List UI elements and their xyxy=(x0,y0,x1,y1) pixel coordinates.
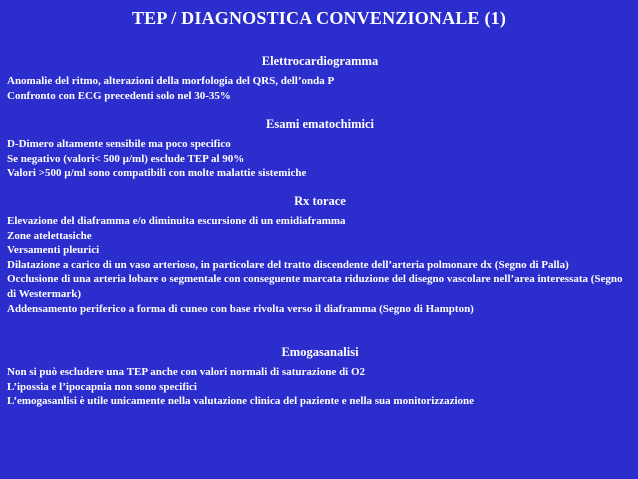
blood-tests-line-3: Valori >500 µ/ml sono compatibili con molte malattie sistemiche xyxy=(7,167,307,180)
blood-tests-line-2: Se negativo (valori< 500 µ/ml) esclude TEP al 90% xyxy=(7,152,245,165)
section-chest-xray xyxy=(7,194,633,316)
blood-gas-line-3: L’emogasanlisi è utile unicamente nella valutazione clinica del paziente e nella sua monitorizzazione xyxy=(7,395,475,408)
section-ecg xyxy=(7,54,633,103)
section-heading-blood-tests: Esami ematochimici xyxy=(266,117,374,131)
slide-title: TEP / DIAGNOSTICA CONVENZIONALE (1) xyxy=(131,8,507,28)
section-heading-blood-gas: Emogasanalisi xyxy=(281,345,359,359)
chest-xray-line-1: Elevazione del diaframma e/o diminuita escursione di un emidiaframma xyxy=(7,215,346,227)
ecg-line-2: Confronto con ECG precedenti solo nel 30-35% xyxy=(7,89,231,102)
blood-gas-line-1: Non si può escludere una TEP anche con valori normali di saturazione di O2 xyxy=(7,366,366,378)
chest-xray-line-2: Zone atelettasiche xyxy=(7,229,92,242)
chest-xray-line-4: Dilatazione a carico di un vaso arterioso, in particolare del tratto discendente dell’arteria polmonare dx (Segno di Palla) xyxy=(7,258,569,271)
section-heading-ecg: Elettrocardiogramma xyxy=(261,54,379,68)
chest-xray-line-5: Occlusione di una arteria lobare o segmentale con conseguente marcata riduzione del disegno vascolare nell’area interessata (Segno di Westermark) xyxy=(7,273,623,300)
chest-xray-line-3: Versamenti pleurici xyxy=(7,244,100,257)
blood-tests-line-1: D-Dimero altamente sensibile ma poco specifico xyxy=(7,138,231,150)
ecg-line-1: Anomalie del ritmo, alterazioni della morfologia del QRS, dell’onda P xyxy=(7,75,335,87)
blood-gas-line-2: L’ipossia e l’ipocapnia non sono specifici xyxy=(7,380,197,393)
section-blood-tests xyxy=(7,117,633,181)
section-heading-chest-xray: Rx torace xyxy=(294,194,346,208)
chest-xray-line-6: Addensamento periferico a forma di cuneo con base rivolta verso il diaframma (Segno di Hampton) xyxy=(7,302,474,315)
section-blood-gas xyxy=(7,345,633,409)
